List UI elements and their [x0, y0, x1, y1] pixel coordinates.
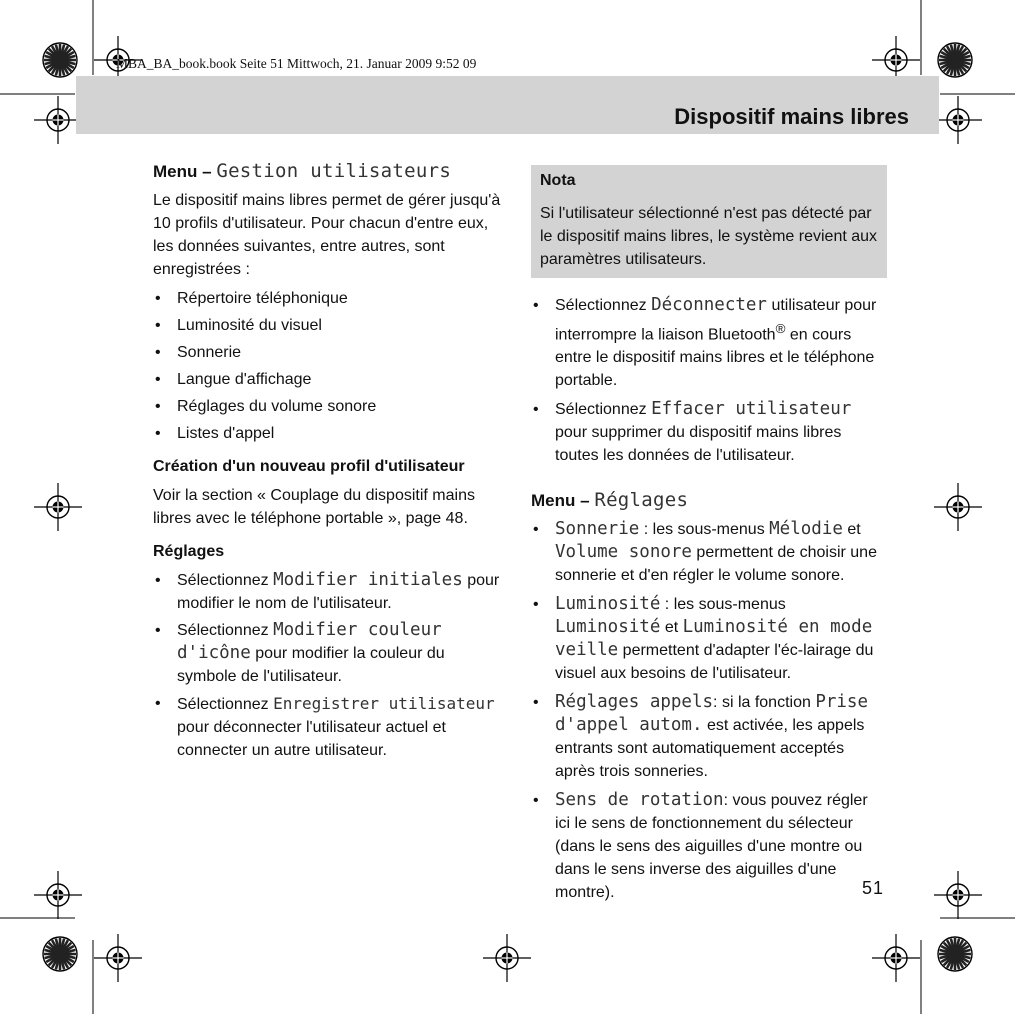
- list-item: • Réglages appels: si la fonction Prise d'appel autom. est activée, les appels entrants sont automatiquement acceptés après trois sonneries.: [533, 692, 869, 781]
- list-item: • Langue d'affichage: [155, 371, 312, 388]
- creation-heading: Création d'un nouveau profil d'utilisateur: [153, 458, 465, 475]
- list-item: • Listes d'appel: [155, 425, 275, 442]
- settings-list: [531, 518, 887, 904]
- menu-option: Modifier initiales: [273, 570, 463, 590]
- page-number: 51: [862, 878, 885, 898]
- page-header-title: Dispositif mains libres: [674, 104, 909, 129]
- list-item: • Sélectionnez Modifier couleur d'icône pour modifier la couleur du symbole de l'utilisateur.: [155, 620, 445, 685]
- menu-option: Enregistrer utilisateur: [273, 694, 495, 713]
- list-item: • Sens de rotation: vous pouvez régler ici le sens de fonctionnement du sélecteur (dans le sens des aiguilles d'une montre ou dans le sens inverse des aiguilles d'une montre).: [533, 790, 868, 902]
- list-item: • Sonnerie: [155, 344, 242, 361]
- menu-path: Réglages: [594, 489, 689, 512]
- list-item: • Sélectionnez Déconnecter utilisateur pour interrompre la liaison Bluetooth® en cours entre le dispositif mains libres et le téléphone portable.: [533, 295, 877, 390]
- menu-path: Gestion utilisateurs: [216, 160, 452, 182]
- nota-text: Si l'utilisateur sélectionné n'est pas détecté par le dispositif mains libres, le système revient aux paramètres utilisateurs.: [540, 205, 878, 268]
- menu-path-heading-reglages: Menu – Réglages: [531, 489, 689, 512]
- menu-option: Déconnecter: [651, 295, 767, 315]
- list-item: • Luminosité : les sous-menus Luminosité et Luminosité en mode veille permettent d'adapter l'éc-lairage du visuel aux besoins de l'utilisateur.: [533, 594, 874, 683]
- creation-text: Voir la section « Couplage du dispositif mains libres avec le téléphone portable », page 48.: [153, 487, 475, 527]
- list-item: • Réglages du volume sonore: [155, 398, 377, 415]
- list-item: • Sélectionnez Effacer utilisateur pour supprimer du dispositif mains libres toutes les données de l'utilisateur.: [533, 399, 852, 465]
- reglages-heading: Réglages: [153, 543, 225, 560]
- header-band: [76, 76, 939, 134]
- nota-box: [531, 165, 887, 278]
- list-item: • Répertoire téléphonique: [155, 290, 348, 307]
- menu-path-heading: Menu – Gestion utilisateurs: [153, 160, 452, 182]
- print-info: MBA_BA_book.book Seite 51 Mittwoch, 21. Januar 2009 9:52 09: [116, 56, 477, 71]
- list-item: • Luminosité du visuel: [155, 317, 322, 334]
- menu-option: Modifier couleur d'icône: [177, 620, 442, 663]
- menu-option: Effacer utilisateur: [651, 399, 852, 420]
- right-column: [531, 165, 887, 912]
- left-column: [153, 160, 505, 770]
- list-item: • Sélectionnez Enregistrer utilisateur pour déconnecter l'utilisateur actuel et connecter un autre utilisateur.: [155, 694, 495, 759]
- list-item: • Sélectionnez Modifier initiales pour modifier le nom de l'utilisateur.: [155, 570, 500, 612]
- intro-paragraph: Le dispositif mains libres permet de gérer jusqu'à 10 profils d'utilisateur. Pour chacun d'entre eux, les données suivantes, entre autres, sont enregistrées :: [153, 192, 501, 278]
- stored-data-list: [153, 287, 505, 445]
- reglages-list: [153, 569, 505, 762]
- list-item: • Sonnerie : les sous-menus Mélodie et Volume sonore permettent de choisir une sonnerie et d'en régler le volume sonore.: [533, 519, 877, 585]
- actions-list: [531, 294, 887, 467]
- nota-title: Nota: [540, 172, 576, 189]
